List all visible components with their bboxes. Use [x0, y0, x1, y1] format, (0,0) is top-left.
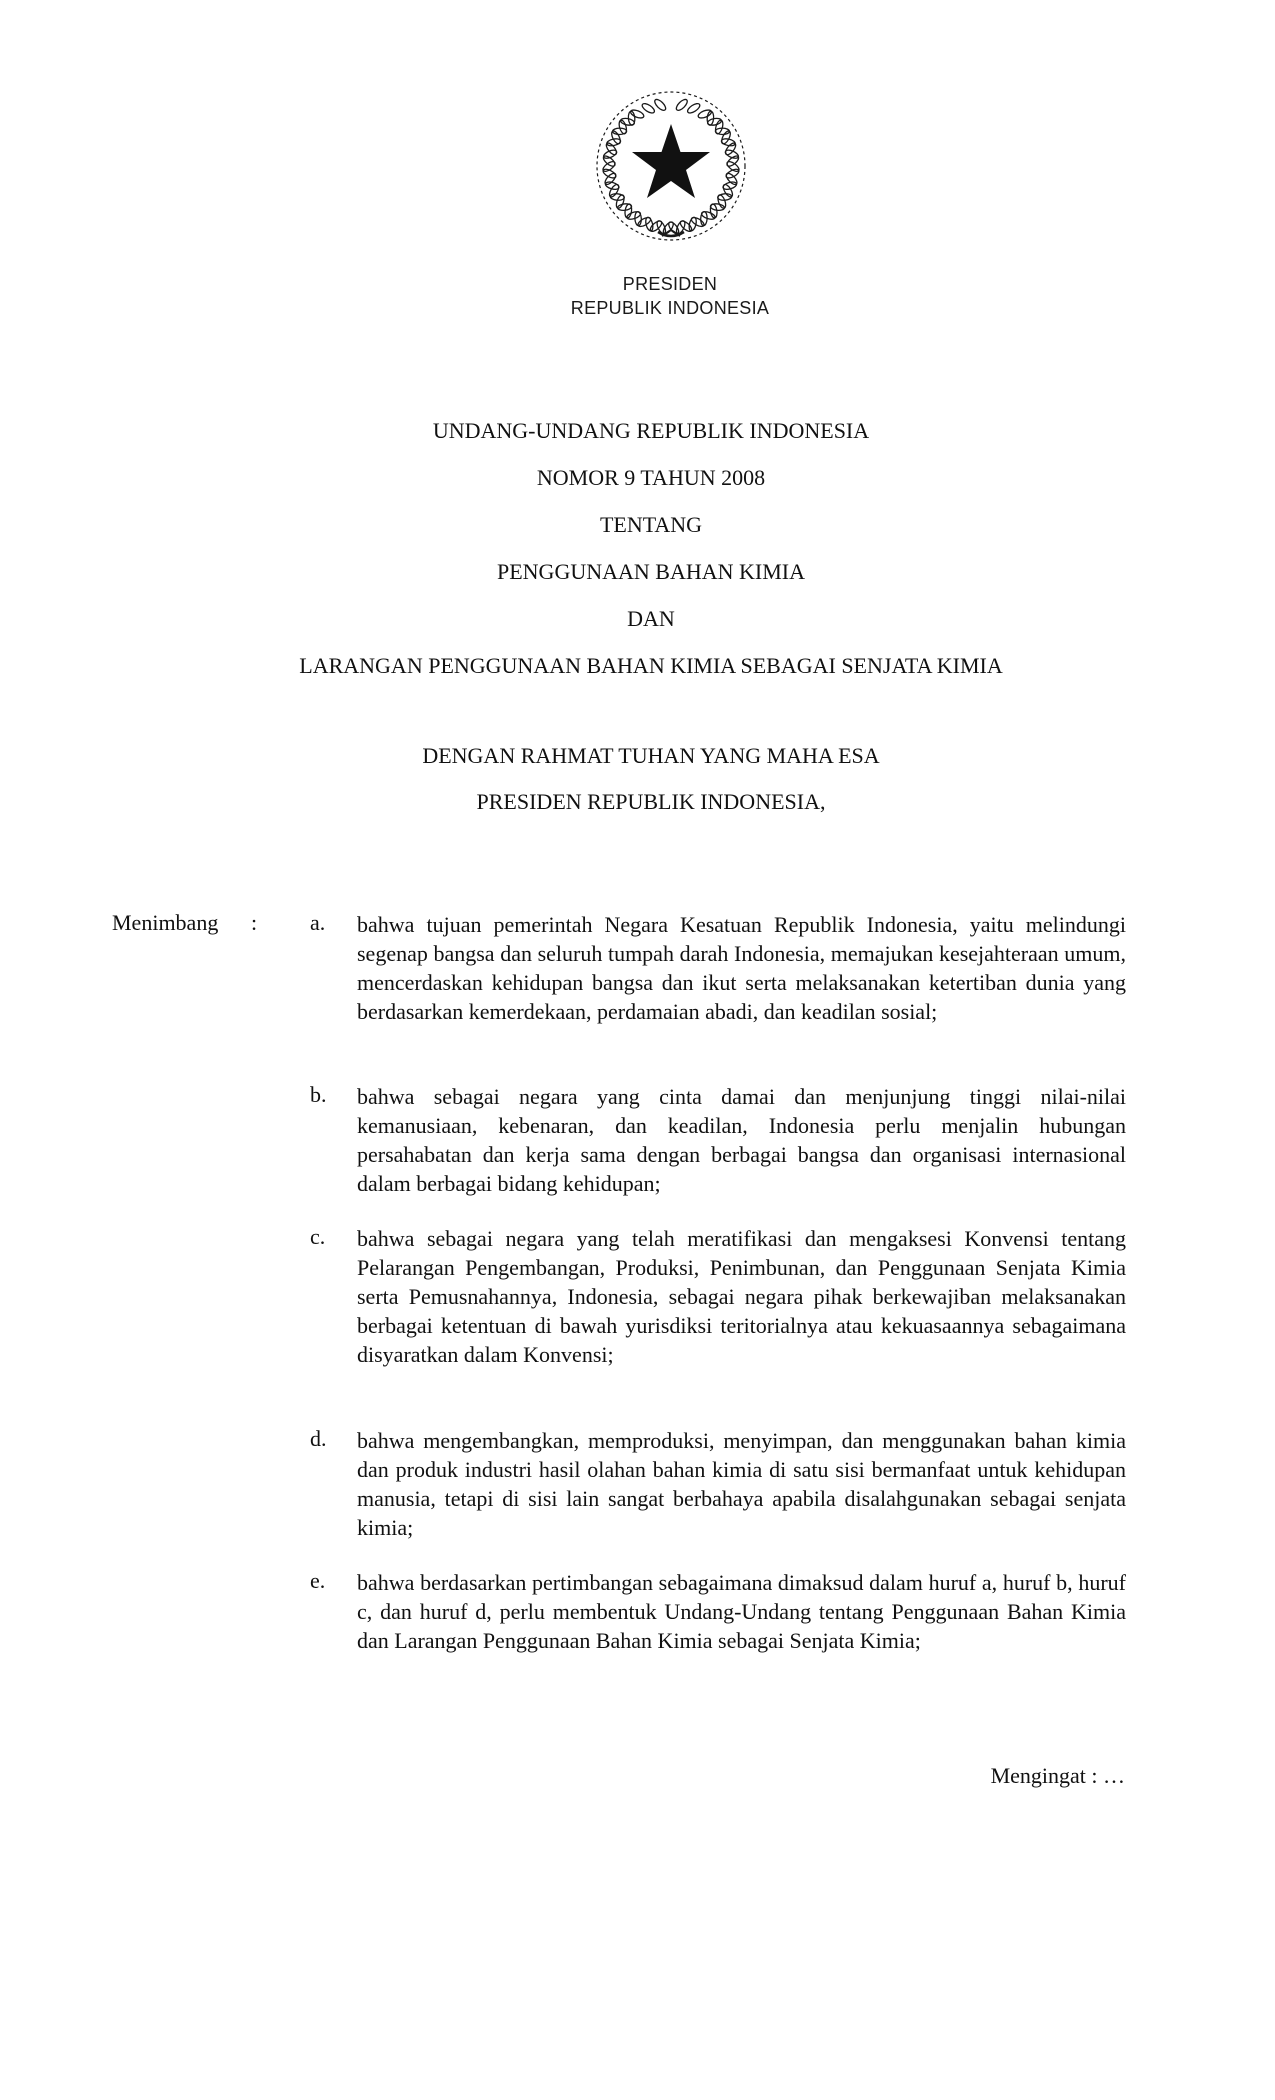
law-subject-dan: DAN [627, 606, 675, 631]
law-subject-line1: PENGGUNAAN BAHAN KIMIA [497, 559, 805, 584]
wreath-leaf-icon [630, 108, 645, 119]
wreath-leaf-icon [720, 130, 732, 145]
wreath-leaf-icon [679, 219, 694, 233]
wreath-leaf-icon [637, 216, 652, 228]
invocation: DENGAN RAHMAT TUHAN YANG MAHA ESA [422, 743, 880, 768]
wreath-leaf-icon [610, 130, 622, 145]
law-title-line: UNDANG-UNDANG REPUBLIK INDONESIA [432, 418, 870, 443]
wreath-leaf-icon [686, 102, 701, 115]
wreath-leaf-icon [617, 203, 632, 211]
consideration-text: bahwa tujuan pemerintah Negara Kesatuan Republik Indonesia, yaitu melindungi segenap bangsa dan seluruh tumpah darah Indonesia, memajukan kesejahteraan umum, mencerdaskan kehidupan bangsa dan ikut serta melaksanakan ketertiban dunia yang berdasarkan kemerdekaan, perdamaian abadi, dan keadilan sosial; [357, 912, 1126, 1024]
wreath-leaf-icon [667, 220, 681, 235]
consideration-letter: d. [310, 1426, 327, 1451]
wreath-leaf-icon [605, 181, 620, 191]
wreath-leaf-icon [653, 98, 667, 112]
consideration-letter: b. [310, 1082, 327, 1107]
consideration-letter: a. [310, 910, 326, 935]
wreath-leaf-icon [690, 216, 705, 228]
wreath-leaf-icon [710, 203, 725, 211]
menimbang-label: Menimbang [112, 910, 219, 935]
wreath-leaf-icon [649, 219, 664, 233]
continuation-marker: Mengingat : … [990, 1763, 1125, 1788]
law-number: NOMOR 9 TAHUN 2008 [536, 465, 766, 490]
consideration-letter: c. [310, 1224, 326, 1249]
consideration-text: bahwa berdasarkan pertimbangan sebagaimana dimaksud dalam huruf a, huruf b, huruf c, dan huruf d, perlu membentuk Undang-Undang tentang Penggunaan Bahan Kimia dan Larangan Penggunaan Bahan Kimia sebagai Senjata Kimia; [357, 1570, 1126, 1653]
wreath-leaf-icon [675, 98, 689, 112]
wreath-leaf-icon [701, 210, 716, 220]
law-subject-line2: LARANGAN PENGGUNAAN BAHAN KIMIA SEBAGAI SENJATA KIMIA [299, 653, 1003, 678]
header-caption-republik: REPUBLIK INDONESIA [570, 298, 770, 318]
consideration-text: bahwa sebagai negara yang cinta damai dan menjunjung tinggi nilai-nilai kemanusiaan, kebenaran, dan keadilan, Indonesia perlu menjalin hubungan persahabatan dan kerja sama dengan berbagai bangsa dan organisasi internasional dalam berbagai bidang kehidupan; [357, 1084, 1126, 1196]
wreath-leaf-icon [605, 141, 619, 156]
presidential-emblem-icon [592, 86, 750, 246]
wreath-leaf-icon [626, 210, 641, 220]
consideration-letter: e. [310, 1568, 326, 1593]
wreath-leaf-icon [697, 108, 712, 119]
issuer: PRESIDEN REPUBLIK INDONESIA, [476, 789, 826, 814]
menimbang-colon: : [251, 910, 258, 935]
wreath-leaf-icon [618, 119, 628, 134]
consideration-text: bahwa sebagai negara yang telah meratifikasi dan mengaksesi Konvensi tentang Pelarangan Pengembangan, Produksi, Penimbunan, dan Penggunaan Senjata Kimia serta Pemusnahannya, Indonesia, sebagai negara pihak berkewajiban melaksanakan berbagai ketentuan di bawah yurisdiksi teritorialnya atau kekuasaannya sebagaimana disyaratkan dalam Konvensi; [357, 1226, 1126, 1367]
wreath-leaf-icon [724, 141, 738, 156]
header-caption-presiden: PRESIDEN [622, 274, 718, 294]
wreath-leaf-icon [641, 102, 656, 115]
law-tentang: TENTANG [599, 512, 703, 537]
wreath-leaf-icon [722, 181, 737, 191]
consideration-text: bahwa mengembangkan, memproduksi, menyimpan, dan menggunakan bahan kimia dan produk industri hasil olahan bahan kimia di satu sisi bermanfaat untuk kehidupan manusia, tetapi di sisi lain sangat berbahaya apabila disalahgunakan sebagai senjata kimia; [357, 1428, 1126, 1540]
wreath-leaf-icon [714, 119, 724, 134]
